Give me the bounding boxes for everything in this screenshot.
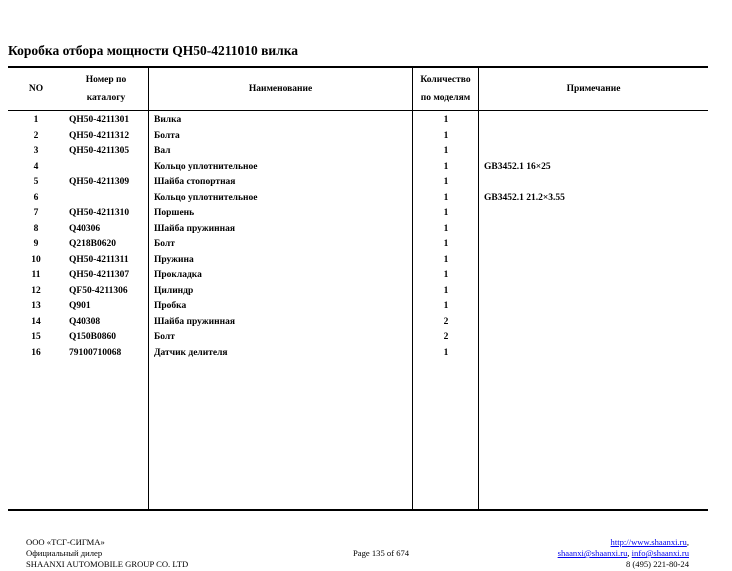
- page-number: Page 135 of 674: [353, 548, 410, 558]
- cell-catalog: Q40306: [69, 223, 101, 234]
- cell-no: 10: [31, 254, 41, 265]
- header-name: [149, 68, 412, 110]
- cell-qty: 1: [443, 254, 449, 265]
- header-note-label: Примечание: [566, 84, 621, 94]
- header-note: [479, 68, 708, 110]
- cell-name: Прокладка: [154, 270, 202, 280]
- cell-qty: 1: [443, 223, 449, 234]
- cell-no: 2: [33, 130, 39, 141]
- cell-no: 7: [33, 208, 39, 218]
- parts-table: [8, 66, 708, 511]
- cell-catalog: QH50-4211307: [69, 270, 130, 280]
- cell-no: 13: [31, 301, 41, 311]
- cell-name: Шайба пружинная: [154, 316, 235, 327]
- cell-qty: 1: [443, 146, 449, 156]
- cell-qty: 1: [443, 301, 449, 311]
- cell-name: Пружина: [154, 254, 194, 265]
- header-no-label: NO: [28, 84, 44, 94]
- cell-name: Цилиндр: [154, 285, 194, 296]
- website-suffix: ,: [686, 537, 689, 547]
- cell-qty: 1: [443, 177, 449, 187]
- cell-name: Кольцо уплотнительное: [154, 161, 258, 172]
- footer-phone: 8 (495) 221-80-24: [625, 559, 689, 569]
- cell-catalog: 79100710068: [69, 347, 122, 358]
- cell-catalog: QH50-4211305: [69, 146, 130, 156]
- table-row: [8, 330, 708, 346]
- table-row: [8, 253, 708, 269]
- footer-dealer: Официальный дилер: [26, 548, 103, 558]
- cell-no: 9: [33, 239, 39, 249]
- cell-catalog: QH50-4211312: [69, 130, 130, 141]
- email-link-sales[interactable]: shaanxi@shaanxi.ru: [557, 548, 628, 558]
- cell-qty: 1: [443, 239, 449, 249]
- table-row: [8, 144, 708, 160]
- cell-no: 12: [31, 285, 41, 296]
- header-qty-line1: Количество: [420, 75, 471, 85]
- cell-qty: 1: [443, 161, 449, 172]
- cell-catalog: QF50-4211306: [69, 285, 128, 296]
- header-name-label: Наименование: [248, 84, 313, 94]
- cell-name: Шайба пружинная: [154, 223, 235, 234]
- cell-name: Болта: [154, 130, 180, 141]
- table-row: [8, 346, 708, 362]
- footer-company: ООО «ТСГ-СИГМА»: [26, 537, 105, 547]
- table-row: [8, 191, 708, 207]
- email-link-info[interactable]: info@shaanxi.ru: [631, 548, 689, 558]
- cell-qty: 1: [443, 130, 449, 141]
- cell-name: Поршень: [154, 208, 195, 218]
- cell-catalog: QH50-4211301: [69, 115, 130, 125]
- cell-no: 1: [33, 115, 39, 125]
- cell-no: 6: [33, 192, 39, 203]
- header-qty-line2: по моделям: [420, 93, 471, 103]
- cell-qty: 1: [443, 192, 449, 203]
- cell-no: 3: [33, 146, 39, 156]
- cell-name: Болт: [154, 239, 175, 249]
- cell-catalog: Q901: [69, 301, 91, 311]
- table-row: [8, 299, 708, 315]
- table-row: [8, 160, 708, 176]
- cell-no: 11: [31, 270, 41, 280]
- page-title: Коробка отбора мощности QH50-4211010 вилка: [8, 43, 299, 58]
- cell-catalog: Q218B0620: [69, 239, 116, 249]
- cell-no: 4: [33, 161, 39, 172]
- cell-qty: 1: [443, 270, 449, 280]
- cell-no: 5: [33, 177, 39, 187]
- table-body: [8, 113, 708, 361]
- website-link[interactable]: http://www.shaanxi.ru: [610, 537, 687, 547]
- cell-name: Вилка: [154, 115, 182, 125]
- footer-contacts: [558, 537, 689, 570]
- table-row: [8, 315, 708, 331]
- table-row: [8, 175, 708, 191]
- cell-catalog: QH50-4211310: [69, 208, 130, 218]
- email-separator: ,: [627, 548, 632, 558]
- header-catalog-line2: каталогу: [86, 93, 126, 103]
- cell-name: Шайба стопортная: [154, 177, 236, 187]
- cell-catalog: QH50-4211311: [69, 254, 129, 265]
- header-divider: [8, 110, 708, 111]
- cell-note: GB3452.1 21.2×3.55: [484, 192, 565, 203]
- cell-catalog: QH50-4211309: [69, 177, 130, 187]
- cell-qty: 1: [443, 208, 449, 218]
- cell-catalog: Q150B0860: [69, 332, 116, 342]
- table-row: [8, 206, 708, 222]
- cell-no: 15: [31, 332, 41, 342]
- cell-note: GB3452.1 16×25: [484, 161, 551, 172]
- cell-no: 16: [31, 347, 41, 358]
- cell-name: Болт: [154, 332, 175, 342]
- footer-company-info: [26, 537, 188, 570]
- header-no: [8, 68, 64, 110]
- header-catalog-line1: Номер по: [85, 75, 127, 85]
- table-row: [8, 237, 708, 253]
- cell-qty: 2: [443, 316, 449, 327]
- table-row: [8, 268, 708, 284]
- cell-qty: 1: [443, 285, 449, 296]
- cell-no: 14: [31, 316, 41, 327]
- cell-qty: 1: [443, 347, 449, 358]
- table-row: [8, 222, 708, 238]
- cell-no: 8: [33, 223, 39, 234]
- header-qty: [413, 68, 478, 110]
- cell-name: Кольцо уплотнительное: [154, 192, 258, 203]
- cell-name: Пробка: [154, 301, 187, 311]
- table-row: [8, 113, 708, 129]
- footer-manufacturer: SHAANXI AUTOMOBILE GROUP CO. LTD: [26, 559, 189, 569]
- cell-qty: 1: [443, 115, 449, 125]
- cell-name: Датчик делителя: [154, 347, 228, 358]
- cell-name: Вал: [154, 146, 171, 156]
- table-row: [8, 284, 708, 300]
- header-catalog: [64, 68, 148, 110]
- cell-qty: 2: [443, 332, 449, 342]
- table-row: [8, 129, 708, 145]
- cell-catalog: Q40308: [69, 316, 101, 327]
